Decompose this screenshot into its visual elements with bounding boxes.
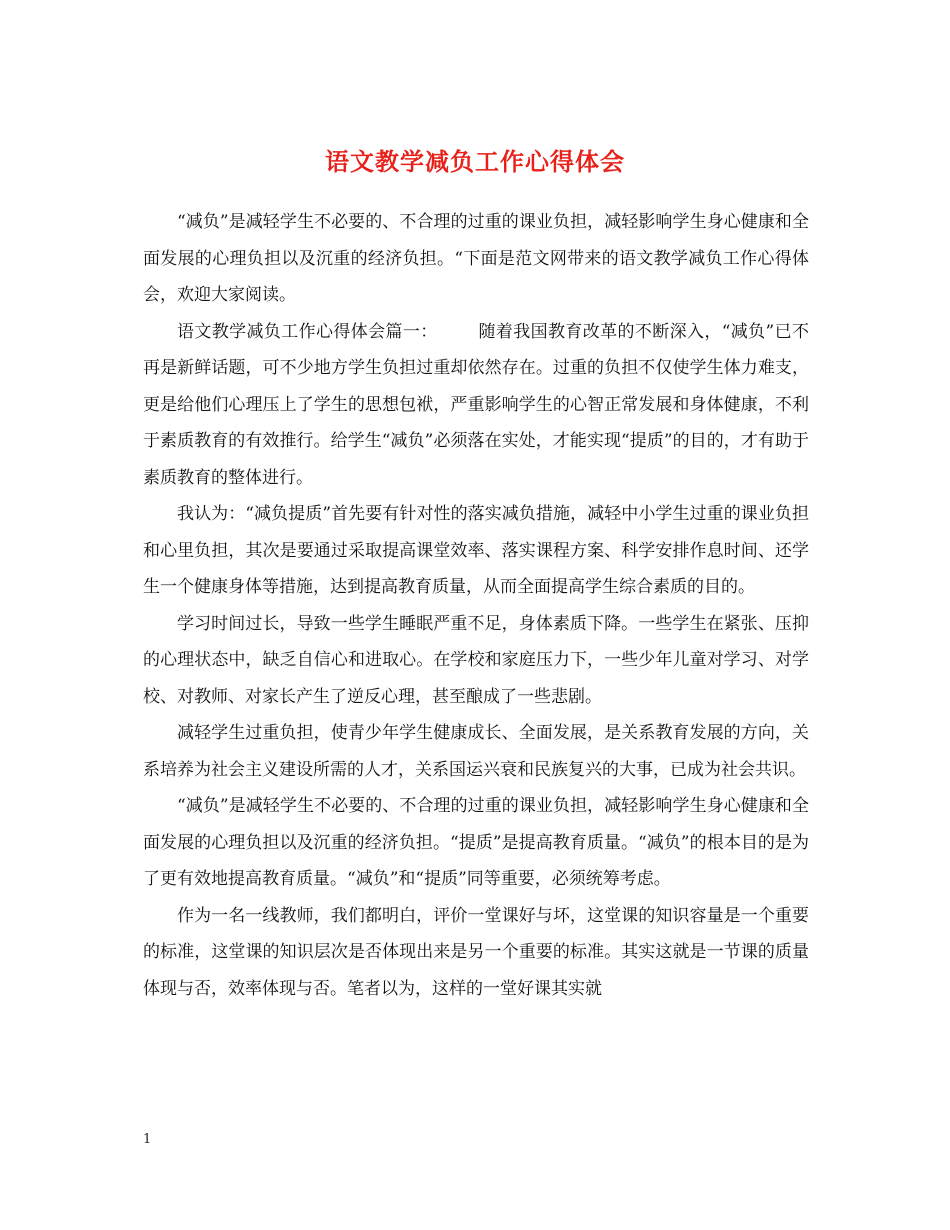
document-body [143,204,809,1007]
paragraph-section-one [143,314,809,497]
paragraph-intro: “减负”是减轻学生不必要的、不合理的过重的课业负担，减轻影响学生身心健康和全面发展的心理负担以及沉重的经济负担。“下面是范文网带来的语文教学减负工作心得体会，欢迎大家阅读。 [143,212,809,305]
document-title: 语文教学减负工作心得体会 [325,147,625,177]
paragraph-study-time: 学习时间过长，导致一些学生睡眠严重不足，身体素质下降。一些学生在紧张、压抑的心理状态中，缺乏自信心和进取心。在学校和家庭压力下，一些少年儿童对学习、对学校、对教师、对家长产生了逆反心理，甚至酿成了一些悲剧。 [143,613,809,707]
paragraph-opinion: 我认为：“减负提质”首先要有针对性的落实减负措施，减轻中小学生过重的课业负担和心里负担，其次是要通过采取提高课堂效率、落实课程方案、科学安排作息时间、还学生一个健康身体等措施，达到提高教育质量，从而全面提高学生综合素质的目的。 [143,504,809,597]
paragraph-teacher: 作为一名一线教师，我们都明白，评价一堂课好与坏，这堂课的知识容量是一个重要的标准，这堂课的知识层次是否体现出来是另一个重要的标准。其实这就是一节课的质量体现与否，效率体现与否。笔者以为，这样的一堂好课其实就 [143,905,809,999]
paragraph-reduce-burden: 减轻学生过重负担，使青少年学生健康成长、全面发展，是关系教育发展的方向，关系培养为社会主义建设所需的人才，关系国运兴衰和民族复兴的大事，已成为社会共识。 [143,723,809,780]
page-number: 1 [143,1132,152,1147]
section-heading: 语文教学减负工作心得体会篇一： [177,321,438,342]
section-one-text: 随着我国教育改革的不断深入，“减负”已不再是新鲜话题，可不少地方学生负担过重却依然存在。过重的负担不仅使学生体力难支，更是给他们心理压上了学生的思想包袱，严重影响学生的心智正常发展和身体健康，不利于素质教育的有效推行。给学生“减负”必须落在实处，才能实现“提质”的目的，才有助于素质教育的整体进行。 [143,321,809,488]
paragraph-definition: “减负”是减轻学生不必要的、不合理的过重的课业负担，减轻影响学生身心健康和全面发展的心理负担以及沉重的经济负担。“提质”是提高教育质量。“减负”的根本目的是为了更有效地提高教育质量。“减负”和“提质”同等重要，必须统筹考虑。 [143,796,809,889]
